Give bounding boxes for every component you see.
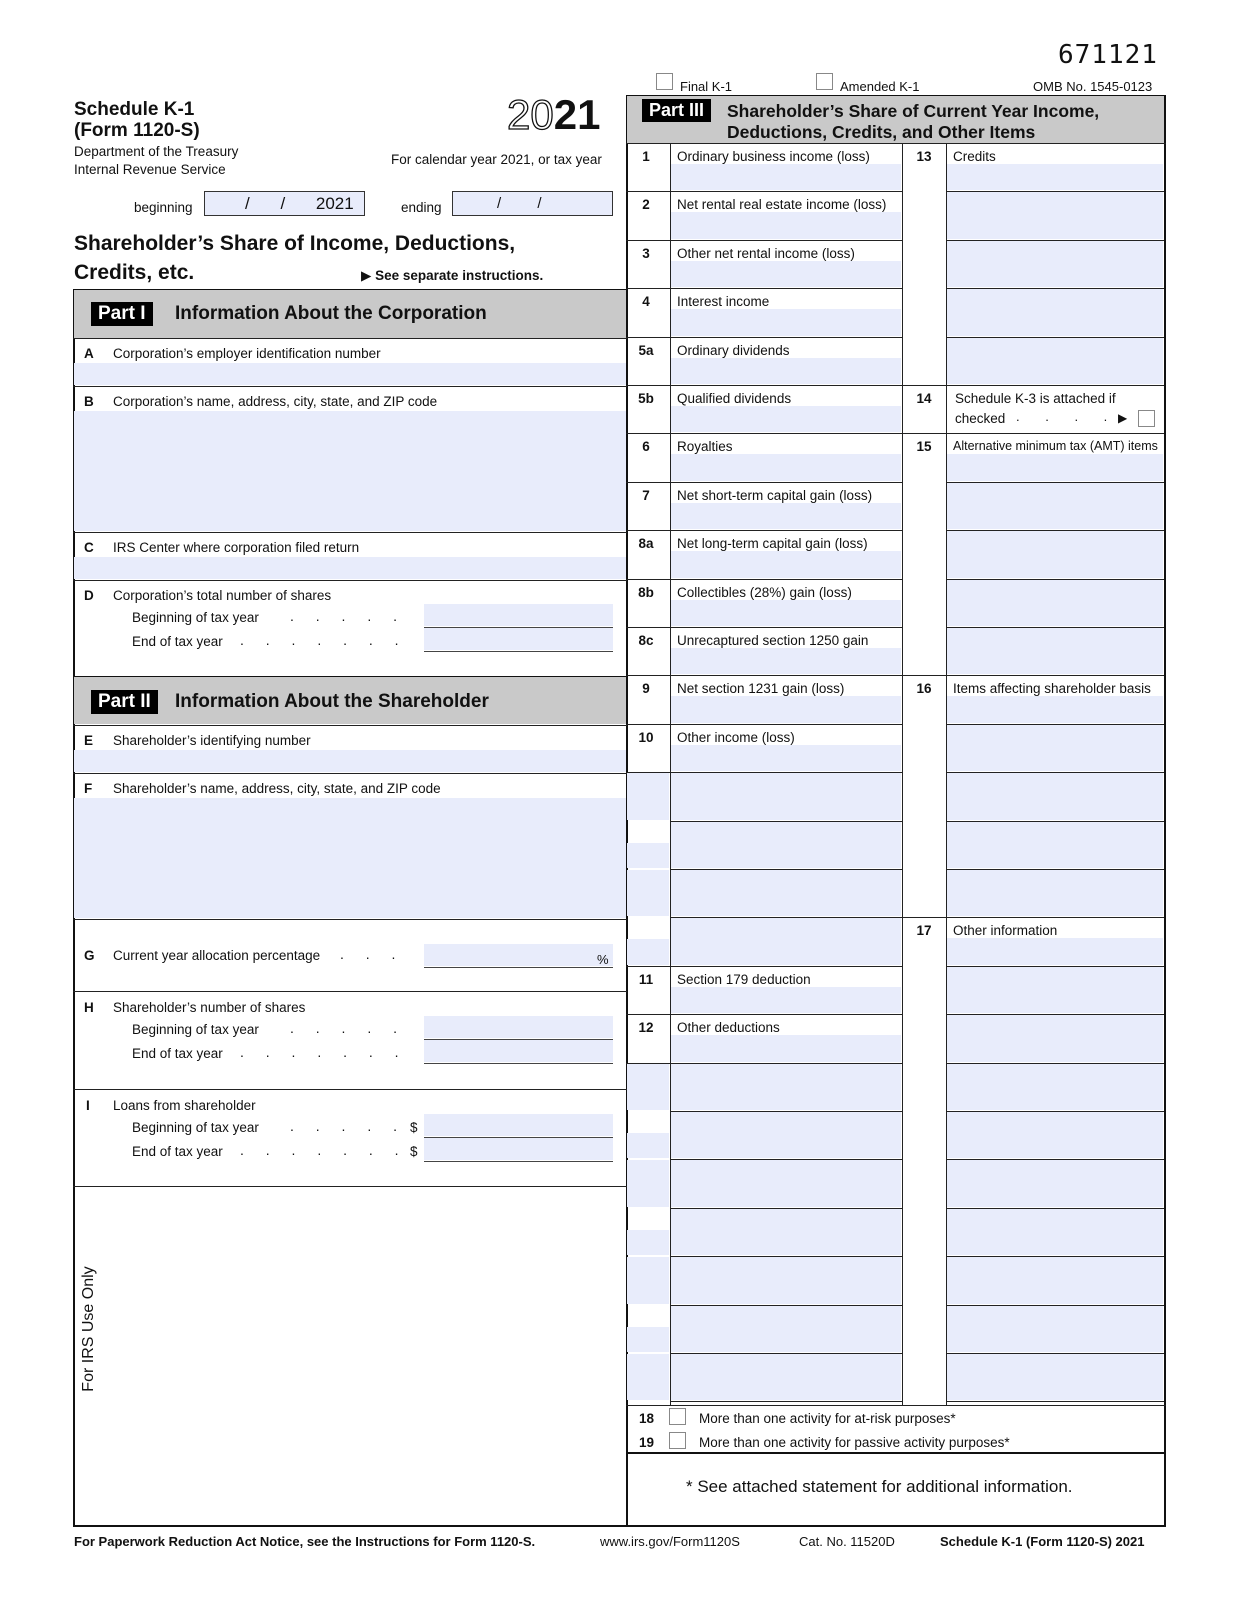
- shareholder-shares-begin-field[interactable]: [424, 1016, 613, 1038]
- row-divider: [626, 530, 670, 531]
- ein-field[interactable]: [74, 363, 626, 385]
- leader-dots: . . . .: [1016, 409, 1119, 424]
- irs-use-only: For IRS Use Only: [80, 1266, 97, 1392]
- line-label: Ordinary dividends: [677, 342, 790, 358]
- main-title-line1: Shareholder’s Share of Income, Deductions,: [74, 232, 516, 255]
- final-k1-label: Final K-1: [680, 79, 733, 94]
- tax-year-bold: 21: [553, 91, 601, 138]
- row-divider: [670, 1401, 902, 1402]
- code-field[interactable]: [627, 1133, 669, 1158]
- amended-k1-label: Amended K-1: [840, 79, 920, 94]
- amount-field[interactable]: [671, 1035, 901, 1061]
- line-label: Collectibles (28%) gain (loss): [677, 584, 852, 600]
- percent-sign: %: [597, 952, 609, 967]
- amount-field[interactable]: [947, 1015, 1163, 1061]
- row-divider: [670, 675, 902, 676]
- line-number: 10: [638, 729, 654, 745]
- arrow-icon: ▶: [1118, 411, 1128, 425]
- amount-field[interactable]: [671, 822, 901, 868]
- line-18-label: More than one activity for at-risk purposes*: [699, 1411, 956, 1426]
- line-number: 8a: [638, 536, 654, 552]
- amount-field[interactable]: [671, 503, 901, 529]
- line-i-begin-label: Beginning of tax year: [132, 1120, 259, 1135]
- line-label: Royalties: [677, 439, 733, 455]
- line-19-number: 19: [639, 1435, 655, 1450]
- shareholder-shares-end-field[interactable]: [424, 1040, 613, 1062]
- line-number: 12: [638, 1020, 654, 1036]
- line-number: 5a: [638, 342, 654, 358]
- amount-field[interactable]: [947, 531, 1163, 577]
- line-d-end-label: End of tax year: [132, 634, 223, 649]
- amount-field[interactable]: [671, 773, 901, 819]
- line-label: Items affecting shareholder basis: [953, 681, 1151, 697]
- line-label: Other net rental income (loss): [677, 245, 855, 261]
- line-h-letter: H: [84, 1000, 94, 1015]
- line-d-begin-label: Beginning of tax year: [132, 610, 259, 625]
- line-number: 13: [916, 149, 932, 164]
- amount-field[interactable]: [671, 1257, 901, 1303]
- amount-field[interactable]: [947, 1160, 1163, 1206]
- amount-field[interactable]: [947, 1064, 1163, 1110]
- footer-cat: Cat. No. 11520D: [799, 1534, 895, 1549]
- amount-field[interactable]: [947, 454, 1163, 480]
- row-divider: [670, 337, 902, 338]
- form-code: 671121: [1058, 40, 1158, 70]
- code-field[interactable]: [627, 1230, 669, 1255]
- line-number: 6: [642, 439, 650, 455]
- service: Internal Revenue Service: [74, 162, 226, 177]
- see-instructions: ▶ See separate instructions.: [361, 268, 544, 283]
- row-divider: [946, 433, 1164, 434]
- line-h-begin-label: Beginning of tax year: [132, 1022, 259, 1037]
- line-18-checkbox[interactable]: [669, 1408, 686, 1425]
- leader-dots: . . . . . . .: [240, 1142, 408, 1158]
- line-label: Other income (loss): [677, 729, 795, 745]
- beginning-date-field[interactable]: [204, 191, 365, 216]
- row-divider: [946, 385, 1164, 386]
- code-field[interactable]: [627, 843, 669, 868]
- code-field[interactable]: [627, 1160, 669, 1206]
- amount-field[interactable]: [671, 551, 901, 577]
- leader-dots: . . .: [340, 946, 405, 962]
- amount-field[interactable]: [947, 192, 1163, 238]
- omb-number: OMB No. 1545-0123: [1033, 79, 1153, 94]
- line-label: Net rental real estate income (loss): [677, 197, 887, 213]
- amount-field[interactable]: [947, 725, 1163, 771]
- amount-field[interactable]: [671, 1354, 901, 1400]
- statement-note: * See attached statement for additional information.: [686, 1477, 1073, 1496]
- line-number: 7: [642, 487, 650, 503]
- row-divider: [902, 385, 946, 386]
- line-number: 9: [642, 681, 650, 697]
- row-divider: [670, 724, 902, 725]
- row-divider: [670, 288, 902, 289]
- line-e-letter: E: [84, 733, 94, 748]
- amount-field[interactable]: [671, 358, 901, 384]
- part3-title-line1: Shareholder’s Share of Current Year Income,: [727, 101, 1100, 121]
- amount-field[interactable]: [671, 1306, 901, 1352]
- line-c-letter: C: [84, 540, 94, 555]
- amount-field[interactable]: [947, 241, 1163, 287]
- amount-field[interactable]: [671, 745, 901, 771]
- line-b-label: Corporation’s name, address, city, state, and ZIP code: [113, 394, 438, 409]
- amount-field[interactable]: [947, 289, 1163, 335]
- tax-year-light: 20: [507, 91, 554, 138]
- row-divider: [626, 482, 670, 483]
- line-number: 8b: [638, 584, 654, 600]
- amount-field[interactable]: [671, 1160, 901, 1206]
- amount-field[interactable]: [947, 1112, 1163, 1158]
- row-divider: [626, 337, 670, 338]
- column-divider: [670, 143, 671, 1405]
- part3-title-line2: Deductions, Credits, and Other Items: [727, 122, 1036, 142]
- line-a-label: Corporation’s employer identification number: [113, 346, 381, 361]
- leader-dots: . . . . . . .: [240, 1044, 408, 1060]
- leader-dots: . . . . .: [290, 1118, 407, 1134]
- line-19-label: More than one activity for passive activity purposes*: [699, 1435, 1010, 1450]
- amount-field[interactable]: [671, 987, 901, 1013]
- amount-field[interactable]: [947, 1257, 1163, 1303]
- row-divider: [626, 1014, 670, 1015]
- ending-date-field[interactable]: [452, 191, 613, 216]
- line-label: Qualified dividends: [677, 391, 792, 406]
- bottom-border: [73, 1525, 1166, 1527]
- line-label: Ordinary business income (loss): [677, 149, 870, 164]
- ending-date-value: / /: [497, 195, 542, 212]
- dollar-sign: $: [410, 1120, 418, 1135]
- row-divider: [670, 191, 902, 192]
- amount-field[interactable]: [671, 212, 901, 238]
- amount-field[interactable]: [671, 696, 901, 722]
- amount-field[interactable]: [947, 1209, 1163, 1255]
- line-label: Section 179 deduction: [677, 971, 811, 987]
- row-divider: [946, 675, 1164, 676]
- corp-shares-end-field[interactable]: [424, 628, 613, 650]
- row-divider: [670, 240, 902, 241]
- column-divider: [946, 143, 947, 1405]
- amount-field[interactable]: [671, 1209, 901, 1255]
- code-field[interactable]: [627, 1257, 669, 1303]
- tax-year: [507, 92, 600, 138]
- footer-url[interactable]: www.irs.gov/Form1120S: [600, 1534, 740, 1549]
- form-subtitle: (Form 1120-S): [74, 120, 200, 141]
- shareholder-id-field[interactable]: [74, 750, 626, 772]
- row-divider: [902, 675, 946, 676]
- amount-field[interactable]: [947, 822, 1163, 868]
- beginning-label: beginning: [134, 200, 193, 215]
- department: Department of the Treasury: [74, 144, 239, 159]
- corporation-address-field[interactable]: [74, 411, 626, 531]
- row-divider: [902, 917, 946, 918]
- dollar-sign: $: [410, 1144, 418, 1159]
- line-d-letter: D: [84, 588, 94, 603]
- amount-field[interactable]: [671, 1064, 901, 1110]
- line-c-label: IRS Center where corporation filed return: [113, 540, 360, 555]
- amount-field[interactable]: [947, 580, 1163, 626]
- row-divider: [626, 675, 670, 676]
- allocation-percentage-field[interactable]: [424, 944, 613, 966]
- amount-field[interactable]: [671, 1112, 901, 1158]
- amount-field[interactable]: [671, 261, 901, 287]
- column-divider: [902, 143, 903, 1405]
- irs-center-field[interactable]: [74, 557, 626, 579]
- amount-field[interactable]: [671, 648, 901, 674]
- row-divider: [902, 433, 946, 434]
- part1-tag: Part I: [91, 302, 153, 326]
- row-divider: [946, 917, 1164, 918]
- ending-label: ending: [401, 200, 442, 215]
- line-number: 14: [916, 391, 932, 406]
- line-number: 3: [642, 245, 650, 261]
- line-label: Interest income: [677, 294, 770, 310]
- line-e-label: Shareholder’s identifying number: [113, 733, 311, 748]
- line-number: 8c: [638, 633, 654, 648]
- line-g-label: Current year allocation percentage: [113, 948, 321, 963]
- line-number: 5b: [638, 391, 654, 406]
- line-a-letter: A: [84, 346, 94, 361]
- k3-attached-checkbox[interactable]: [1138, 410, 1155, 427]
- row-divider: [626, 966, 670, 967]
- right-border: [1164, 95, 1166, 1526]
- line-label: Alternative minimum tax (AMT) items: [953, 439, 1158, 454]
- row-divider: [626, 288, 670, 289]
- line-number: 4: [642, 294, 650, 310]
- line-number: 1: [642, 149, 650, 164]
- row-divider: [626, 579, 670, 580]
- line-18-number: 18: [639, 1411, 655, 1426]
- line-number: 17: [916, 923, 932, 939]
- line-number: 16: [916, 681, 932, 697]
- row-divider: [670, 482, 902, 483]
- line-label: checked: [955, 411, 1006, 426]
- corp-shares-begin-field[interactable]: [424, 604, 613, 626]
- loans-begin-field[interactable]: [424, 1114, 613, 1136]
- main-title-line2: Credits, etc.: [74, 261, 195, 284]
- leader-dots: . . . . .: [290, 608, 407, 624]
- line-label: Other deductions: [677, 1020, 780, 1036]
- amount-field[interactable]: [947, 483, 1163, 529]
- amount-field[interactable]: [947, 696, 1163, 722]
- line-19-checkbox[interactable]: [669, 1432, 686, 1449]
- row-divider: [670, 385, 902, 386]
- line-b-letter: B: [84, 394, 94, 409]
- amount-field[interactable]: [947, 967, 1163, 1013]
- footer-form-ref: Schedule K-1 (Form 1120-S) 2021: [940, 1534, 1145, 1549]
- amount-field[interactable]: [671, 406, 901, 432]
- part1-title: Information About the Corporation: [175, 303, 487, 324]
- row-divider: [946, 1401, 1164, 1402]
- line-label: Net short-term capital gain (loss): [677, 487, 873, 503]
- code-field[interactable]: [627, 1064, 669, 1110]
- line-number: 15: [916, 439, 932, 455]
- line-number: 2: [642, 197, 650, 213]
- amount-field[interactable]: [671, 600, 901, 626]
- row-divider: [670, 579, 902, 580]
- code-field[interactable]: [627, 870, 669, 916]
- row-divider: [670, 627, 902, 628]
- line-label: Credits: [953, 149, 996, 164]
- line-h-label: Shareholder’s number of shares: [113, 1000, 306, 1015]
- line-f-label: Shareholder’s name, address, city, state, and ZIP code: [113, 781, 441, 796]
- amount-field[interactable]: [947, 773, 1163, 819]
- beginning-date-value: / / 2021: [245, 194, 354, 213]
- final-k1-checkbox[interactable]: [656, 73, 673, 90]
- code-field[interactable]: [627, 773, 669, 819]
- line-label: Net long-term capital gain (loss): [677, 536, 868, 552]
- amount-field[interactable]: [671, 164, 901, 190]
- shareholder-address-field[interactable]: [74, 798, 626, 918]
- row-divider: [670, 966, 902, 967]
- amount-field[interactable]: [671, 454, 901, 480]
- row-divider: [626, 433, 670, 434]
- amended-k1-checkbox[interactable]: [816, 73, 833, 90]
- amount-field[interactable]: [671, 309, 901, 335]
- row-divider: [670, 1014, 902, 1015]
- line-d-label: Corporation’s total number of shares: [113, 588, 332, 603]
- line-label: Other information: [953, 923, 1058, 939]
- calendar-year-text: For calendar year 2021, or tax year: [391, 152, 602, 167]
- amount-field[interactable]: [671, 870, 901, 916]
- amount-field[interactable]: [947, 870, 1163, 916]
- code-field[interactable]: [627, 1327, 669, 1352]
- row-divider: [626, 385, 670, 386]
- row-divider: [670, 530, 902, 531]
- line-i-letter: I: [86, 1098, 90, 1113]
- row-divider: [626, 724, 670, 725]
- line-h-end-label: End of tax year: [132, 1046, 223, 1061]
- amount-field[interactable]: [947, 628, 1163, 674]
- line-i-end-label: End of tax year: [132, 1144, 223, 1159]
- line-g-letter: G: [84, 948, 95, 963]
- amount-field[interactable]: [947, 338, 1163, 384]
- line-label: Unrecaptured section 1250 gain: [677, 633, 869, 648]
- row-divider: [670, 433, 902, 434]
- line-label: Schedule K-3 is attached if: [955, 391, 1116, 406]
- line-number: 11: [638, 971, 654, 987]
- amount-field[interactable]: [947, 1354, 1163, 1400]
- line-label: Net section 1231 gain (loss): [677, 681, 845, 697]
- form-title: Schedule K-1: [74, 99, 195, 120]
- amount-field[interactable]: [947, 938, 1163, 964]
- footer-notice: For Paperwork Reduction Act Notice, see the Instructions for Form 1120-S.: [74, 1534, 536, 1549]
- line-i-label: Loans from shareholder: [113, 1098, 256, 1113]
- loans-end-field[interactable]: [424, 1138, 613, 1160]
- leader-dots: . . . . .: [290, 1020, 407, 1036]
- line-f-letter: F: [84, 781, 93, 796]
- row-divider: [626, 240, 670, 241]
- part2-title: Information About the Shareholder: [175, 691, 489, 712]
- amount-field[interactable]: [947, 164, 1163, 190]
- code-field[interactable]: [627, 1354, 669, 1400]
- leader-dots: . . . . . . .: [240, 632, 408, 648]
- part3-tag: Part III: [642, 99, 711, 122]
- row-divider: [626, 627, 670, 628]
- part2-tag: Part II: [91, 690, 158, 714]
- row-divider: [626, 191, 670, 192]
- amount-field[interactable]: [671, 918, 901, 964]
- amount-field[interactable]: [947, 1306, 1163, 1352]
- code-field[interactable]: [627, 939, 669, 964]
